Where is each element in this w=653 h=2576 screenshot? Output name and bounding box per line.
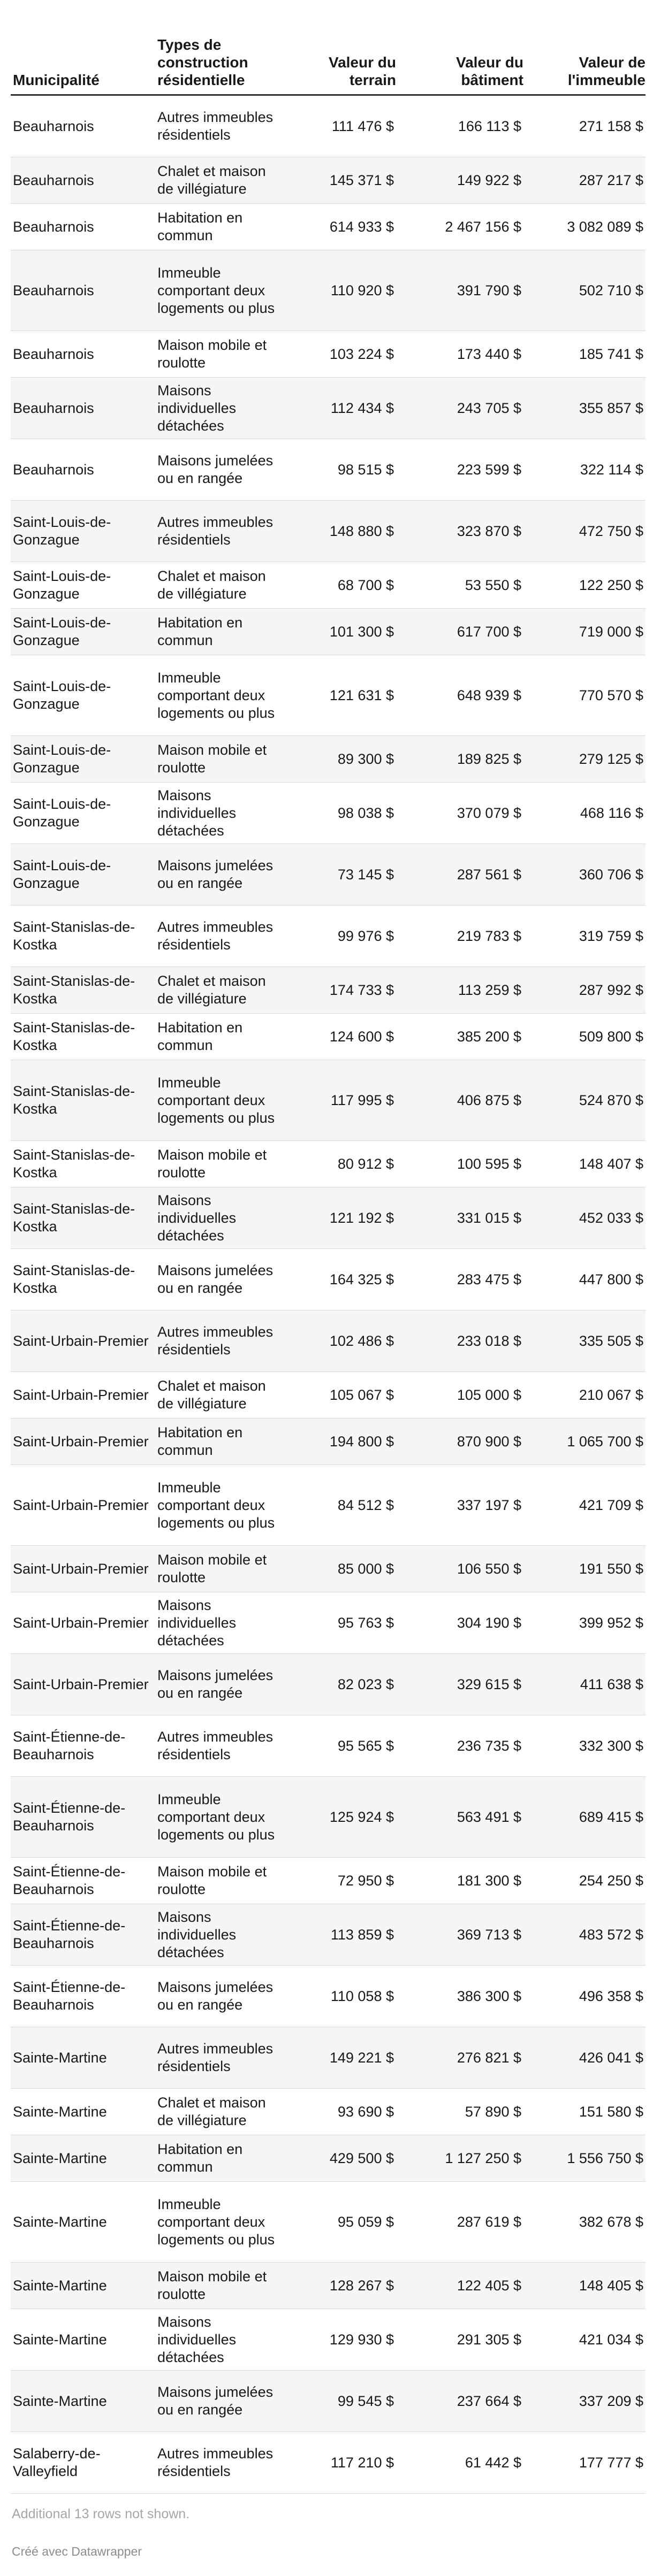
- cell-construction-type: Chalet et maison de villégiature: [157, 1372, 291, 1419]
- cell-municipality: Saint-Étienne-de-Beauharnois: [11, 1715, 157, 1777]
- table-body: [11, 95, 646, 2494]
- table-row: [11, 906, 646, 967]
- cell-building-value: 323 870 $: [396, 501, 523, 562]
- header-building-value[interactable]: Valeur du bâtiment: [396, 0, 523, 95]
- cell-municipality: Beauharnois: [11, 439, 157, 501]
- cell-construction-type: Habitation en commun: [157, 1419, 291, 1465]
- cell-land-value: 121 631 $: [291, 655, 396, 736]
- table-row: [11, 2135, 646, 2182]
- cell-property-value: 322 114 $: [523, 439, 646, 501]
- cell-property-value: 3 082 089 $: [523, 204, 646, 250]
- cell-municipality: Beauharnois: [11, 250, 157, 331]
- cell-property-value: 382 678 $: [523, 2182, 646, 2263]
- table-row: [11, 2432, 646, 2494]
- cell-property-value: 421 709 $: [523, 1465, 646, 1546]
- cell-building-value: 2 467 156 $: [396, 204, 523, 250]
- table-row: [11, 157, 646, 204]
- cell-building-value: 287 561 $: [396, 844, 523, 906]
- cell-land-value: 194 800 $: [291, 1419, 396, 1465]
- cell-construction-type: Maisons jumelées ou en rangée: [157, 844, 291, 906]
- cell-land-value: 68 700 $: [291, 562, 396, 609]
- cell-municipality: Sainte-Martine: [11, 2135, 157, 2182]
- cell-municipality: Saint-Louis-de-Gonzague: [11, 783, 157, 844]
- cell-construction-type: Maison mobile et roulotte: [157, 331, 291, 378]
- table-row: [11, 1715, 646, 1777]
- cell-construction-type: Habitation en commun: [157, 2135, 291, 2182]
- cell-construction-type: Autres immeubles résidentiels: [157, 906, 291, 967]
- cell-building-value: 304 190 $: [396, 1592, 523, 1654]
- table-row: [11, 501, 646, 562]
- cell-construction-type: Chalet et maison de villégiature: [157, 2089, 291, 2135]
- table-row: [11, 967, 646, 1014]
- cell-property-value: 271 158 $: [523, 95, 646, 157]
- table-row: [11, 2182, 646, 2263]
- cell-municipality: Saint-Étienne-de-Beauharnois: [11, 1904, 157, 1966]
- cell-property-value: 399 952 $: [523, 1592, 646, 1654]
- cell-building-value: 166 113 $: [396, 95, 523, 157]
- cell-property-value: 148 405 $: [523, 2263, 646, 2309]
- cell-construction-type: Maisons individuelles détachées: [157, 378, 291, 439]
- cell-building-value: 61 442 $: [396, 2432, 523, 2494]
- cell-property-value: 421 034 $: [523, 2309, 646, 2371]
- header-land-value[interactable]: Valeur du terrain: [291, 0, 396, 95]
- cell-property-value: 524 870 $: [523, 1060, 646, 1141]
- cell-building-value: 287 619 $: [396, 2182, 523, 2263]
- cell-building-value: 406 875 $: [396, 1060, 523, 1141]
- cell-municipality: Saint-Louis-de-Gonzague: [11, 609, 157, 655]
- table-row: [11, 2089, 646, 2135]
- cell-construction-type: Immeuble comportant deux logements ou plus: [157, 1777, 291, 1858]
- cell-building-value: 369 713 $: [396, 1904, 523, 1966]
- cell-land-value: 98 038 $: [291, 783, 396, 844]
- cell-land-value: 113 859 $: [291, 1904, 396, 1966]
- cell-construction-type: Immeuble comportant deux logements ou plus: [157, 2182, 291, 2263]
- cell-municipality: Saint-Urbain-Premier: [11, 1465, 157, 1546]
- cell-property-value: 360 706 $: [523, 844, 646, 906]
- cell-land-value: 614 933 $: [291, 204, 396, 250]
- cell-municipality: Saint-Étienne-de-Beauharnois: [11, 1858, 157, 1904]
- cell-land-value: 93 690 $: [291, 2089, 396, 2135]
- cell-property-value: 426 041 $: [523, 2027, 646, 2089]
- cell-municipality: Sainte-Martine: [11, 2371, 157, 2432]
- table-row: [11, 1777, 646, 1858]
- cell-municipality: Saint-Louis-de-Gonzague: [11, 844, 157, 906]
- cell-municipality: Sainte-Martine: [11, 2309, 157, 2371]
- cell-municipality: Saint-Louis-de-Gonzague: [11, 655, 157, 736]
- cell-building-value: 149 922 $: [396, 157, 523, 204]
- table-row: [11, 1187, 646, 1249]
- cell-construction-type: Autres immeubles résidentiels: [157, 95, 291, 157]
- table-row: [11, 1465, 646, 1546]
- cell-land-value: 129 930 $: [291, 2309, 396, 2371]
- cell-property-value: 319 759 $: [523, 906, 646, 967]
- cell-property-value: 185 741 $: [523, 331, 646, 378]
- cell-municipality: Saint-Stanislas-de-Kostka: [11, 1014, 157, 1060]
- cell-construction-type: Maisons individuelles détachées: [157, 1187, 291, 1249]
- table-row: [11, 562, 646, 609]
- cell-land-value: 101 300 $: [291, 609, 396, 655]
- cell-construction-type: Habitation en commun: [157, 204, 291, 250]
- cell-property-value: 177 777 $: [523, 2432, 646, 2494]
- cell-construction-type: Maisons jumelées ou en rangée: [157, 2371, 291, 2432]
- cell-construction-type: Immeuble comportant deux logements ou plus: [157, 655, 291, 736]
- cell-land-value: 145 371 $: [291, 157, 396, 204]
- cell-property-value: 719 000 $: [523, 609, 646, 655]
- cell-property-value: 332 300 $: [523, 1715, 646, 1777]
- table-row: [11, 378, 646, 439]
- cell-land-value: 128 267 $: [291, 2263, 396, 2309]
- cell-property-value: 355 857 $: [523, 378, 646, 439]
- cell-property-value: 287 217 $: [523, 157, 646, 204]
- cell-property-value: 770 570 $: [523, 655, 646, 736]
- cell-municipality: Beauharnois: [11, 157, 157, 204]
- cell-building-value: 113 259 $: [396, 967, 523, 1014]
- cell-property-value: 210 067 $: [523, 1372, 646, 1419]
- cell-construction-type: Chalet et maison de villégiature: [157, 157, 291, 204]
- cell-land-value: 102 486 $: [291, 1310, 396, 1372]
- table-row: [11, 1592, 646, 1654]
- cell-building-value: 291 305 $: [396, 2309, 523, 2371]
- cell-building-value: 617 700 $: [396, 609, 523, 655]
- cell-building-value: 223 599 $: [396, 439, 523, 501]
- cell-municipality: Saint-Stanislas-de-Kostka: [11, 1141, 157, 1187]
- cell-building-value: 100 595 $: [396, 1141, 523, 1187]
- table-row: [11, 204, 646, 250]
- cell-building-value: 181 300 $: [396, 1858, 523, 1904]
- cell-construction-type: Autres immeubles résidentiels: [157, 2027, 291, 2089]
- cell-municipality: Saint-Stanislas-de-Kostka: [11, 967, 157, 1014]
- cell-building-value: 173 440 $: [396, 331, 523, 378]
- table-row: [11, 655, 646, 736]
- cell-land-value: 95 763 $: [291, 1592, 396, 1654]
- cell-land-value: 148 880 $: [291, 501, 396, 562]
- cell-land-value: 95 565 $: [291, 1715, 396, 1777]
- cell-municipality: Saint-Louis-de-Gonzague: [11, 736, 157, 783]
- cell-property-value: 287 992 $: [523, 967, 646, 1014]
- header-property-value[interactable]: Valeur de l'immeuble: [523, 0, 646, 95]
- cell-construction-type: Maisons individuelles détachées: [157, 1904, 291, 1966]
- cell-property-value: 411 638 $: [523, 1654, 646, 1715]
- cell-construction-type: Immeuble comportant deux logements ou plus: [157, 1465, 291, 1546]
- cell-construction-type: Maisons individuelles détachées: [157, 783, 291, 844]
- cell-building-value: 370 079 $: [396, 783, 523, 844]
- table-row: [11, 1249, 646, 1310]
- table-row: [11, 609, 646, 655]
- table-row: [11, 1310, 646, 1372]
- cell-land-value: 105 067 $: [291, 1372, 396, 1419]
- table-row: [11, 783, 646, 844]
- cell-building-value: 219 783 $: [396, 906, 523, 967]
- cell-building-value: 870 900 $: [396, 1419, 523, 1465]
- cell-municipality: Saint-Stanislas-de-Kostka: [11, 1249, 157, 1310]
- cell-property-value: 151 580 $: [523, 2089, 646, 2135]
- cell-land-value: 174 733 $: [291, 967, 396, 1014]
- cell-municipality: Sainte-Martine: [11, 2263, 157, 2309]
- table-row: [11, 331, 646, 378]
- cell-municipality: Saint-Urbain-Premier: [11, 1654, 157, 1715]
- cell-land-value: 111 476 $: [291, 95, 396, 157]
- cell-property-value: 689 415 $: [523, 1777, 646, 1858]
- cell-construction-type: Maisons jumelées ou en rangée: [157, 1654, 291, 1715]
- cell-construction-type: Autres immeubles résidentiels: [157, 501, 291, 562]
- cell-land-value: 112 434 $: [291, 378, 396, 439]
- cell-land-value: 84 512 $: [291, 1465, 396, 1546]
- cell-land-value: 164 325 $: [291, 1249, 396, 1310]
- cell-municipality: Saint-Urbain-Premier: [11, 1372, 157, 1419]
- cell-property-value: 337 209 $: [523, 2371, 646, 2432]
- cell-municipality: Beauharnois: [11, 378, 157, 439]
- cell-construction-type: Habitation en commun: [157, 1014, 291, 1060]
- cell-construction-type: Autres immeubles résidentiels: [157, 2432, 291, 2494]
- cell-land-value: 110 920 $: [291, 250, 396, 331]
- cell-land-value: 149 221 $: [291, 2027, 396, 2089]
- cell-construction-type: Maisons jumelées ou en rangée: [157, 439, 291, 501]
- cell-property-value: 447 800 $: [523, 1249, 646, 1310]
- cell-land-value: 110 058 $: [291, 1966, 396, 2027]
- cell-building-value: 105 000 $: [396, 1372, 523, 1419]
- table-row: [11, 250, 646, 331]
- cell-building-value: 391 790 $: [396, 250, 523, 331]
- table-row: [11, 1904, 646, 1966]
- table-row: [11, 2371, 646, 2432]
- cell-land-value: 124 600 $: [291, 1014, 396, 1060]
- table-row: [11, 1060, 646, 1141]
- cell-building-value: 106 550 $: [396, 1546, 523, 1592]
- rows-not-shown-note: Additional 13 rows not shown.: [12, 2506, 190, 2521]
- cell-property-value: 472 750 $: [523, 501, 646, 562]
- cell-municipality: Saint-Étienne-de-Beauharnois: [11, 1777, 157, 1858]
- cell-municipality: Saint-Urbain-Premier: [11, 1592, 157, 1654]
- cell-municipality: Saint-Urbain-Premier: [11, 1310, 157, 1372]
- cell-property-value: 483 572 $: [523, 1904, 646, 1966]
- cell-municipality: Saint-Urbain-Premier: [11, 1546, 157, 1592]
- cell-building-value: 1 127 250 $: [396, 2135, 523, 2182]
- table-row: [11, 2309, 646, 2371]
- datawrapper-credit[interactable]: Créé avec Datawrapper: [12, 2544, 142, 2558]
- cell-building-value: 337 197 $: [396, 1465, 523, 1546]
- cell-land-value: 117 210 $: [291, 2432, 396, 2494]
- cell-building-value: 237 664 $: [396, 2371, 523, 2432]
- cell-land-value: 95 059 $: [291, 2182, 396, 2263]
- cell-construction-type: Maisons jumelées ou en rangée: [157, 1966, 291, 2027]
- cell-municipality: Saint-Louis-de-Gonzague: [11, 501, 157, 562]
- table-row: [11, 736, 646, 783]
- cell-municipality: Saint-Étienne-de-Beauharnois: [11, 1966, 157, 2027]
- cell-property-value: 468 116 $: [523, 783, 646, 844]
- cell-construction-type: Maisons individuelles détachées: [157, 2309, 291, 2371]
- cell-building-value: 236 735 $: [396, 1715, 523, 1777]
- cell-municipality: Saint-Urbain-Premier: [11, 1419, 157, 1465]
- cell-construction-type: Chalet et maison de villégiature: [157, 967, 291, 1014]
- cell-property-value: 1 556 750 $: [523, 2135, 646, 2182]
- cell-land-value: 80 912 $: [291, 1141, 396, 1187]
- cell-construction-type: Autres immeubles résidentiels: [157, 1310, 291, 1372]
- cell-building-value: 243 705 $: [396, 378, 523, 439]
- cell-construction-type: Maison mobile et roulotte: [157, 2263, 291, 2309]
- table-row: [11, 1141, 646, 1187]
- cell-building-value: 386 300 $: [396, 1966, 523, 2027]
- data-table: [11, 0, 646, 2494]
- cell-municipality: Sainte-Martine: [11, 2089, 157, 2135]
- cell-municipality: Sainte-Martine: [11, 2182, 157, 2263]
- cell-property-value: 502 710 $: [523, 250, 646, 331]
- cell-municipality: Salaberry-de-Valleyfield: [11, 2432, 157, 2494]
- cell-land-value: 99 976 $: [291, 906, 396, 967]
- cell-land-value: 103 224 $: [291, 331, 396, 378]
- cell-municipality: Sainte-Martine: [11, 2027, 157, 2089]
- cell-building-value: 329 615 $: [396, 1654, 523, 1715]
- table-row: [11, 2263, 646, 2309]
- cell-construction-type: Maison mobile et roulotte: [157, 736, 291, 783]
- header-construction-type[interactable]: Types de construction résidentielle: [157, 0, 291, 95]
- cell-land-value: 73 145 $: [291, 844, 396, 906]
- cell-land-value: 117 995 $: [291, 1060, 396, 1141]
- cell-property-value: 148 407 $: [523, 1141, 646, 1187]
- cell-property-value: 496 358 $: [523, 1966, 646, 2027]
- cell-construction-type: Maison mobile et roulotte: [157, 1858, 291, 1904]
- table-row: [11, 1546, 646, 1592]
- cell-land-value: 82 023 $: [291, 1654, 396, 1715]
- cell-building-value: 563 491 $: [396, 1777, 523, 1858]
- cell-property-value: 254 250 $: [523, 1858, 646, 1904]
- cell-property-value: 509 800 $: [523, 1014, 646, 1060]
- cell-building-value: 385 200 $: [396, 1014, 523, 1060]
- cell-property-value: 452 033 $: [523, 1187, 646, 1249]
- cell-construction-type: Immeuble comportant deux logements ou plus: [157, 250, 291, 331]
- table-row: [11, 1966, 646, 2027]
- cell-building-value: 122 405 $: [396, 2263, 523, 2309]
- cell-municipality: Beauharnois: [11, 204, 157, 250]
- cell-municipality: Saint-Stanislas-de-Kostka: [11, 1060, 157, 1141]
- table-row: [11, 1654, 646, 1715]
- cell-property-value: 279 125 $: [523, 736, 646, 783]
- cell-construction-type: Maisons jumelées ou en rangée: [157, 1249, 291, 1310]
- cell-building-value: 331 015 $: [396, 1187, 523, 1249]
- cell-construction-type: Habitation en commun: [157, 609, 291, 655]
- table-row: [11, 439, 646, 501]
- table-row: [11, 1014, 646, 1060]
- table-row: [11, 844, 646, 906]
- table-row: [11, 1372, 646, 1419]
- cell-building-value: 283 475 $: [396, 1249, 523, 1310]
- cell-construction-type: Maison mobile et roulotte: [157, 1546, 291, 1592]
- cell-land-value: 429 500 $: [291, 2135, 396, 2182]
- cell-municipality: Saint-Stanislas-de-Kostka: [11, 1187, 157, 1249]
- cell-building-value: 648 939 $: [396, 655, 523, 736]
- cell-construction-type: Maison mobile et roulotte: [157, 1141, 291, 1187]
- cell-building-value: 233 018 $: [396, 1310, 523, 1372]
- cell-construction-type: Maisons individuelles détachées: [157, 1592, 291, 1654]
- header-municipality[interactable]: Municipalité: [11, 0, 157, 95]
- cell-land-value: 99 545 $: [291, 2371, 396, 2432]
- cell-municipality: Saint-Louis-de-Gonzague: [11, 562, 157, 609]
- cell-land-value: 121 192 $: [291, 1187, 396, 1249]
- cell-land-value: 72 950 $: [291, 1858, 396, 1904]
- cell-building-value: 189 825 $: [396, 736, 523, 783]
- cell-municipality: Beauharnois: [11, 95, 157, 157]
- cell-property-value: 335 505 $: [523, 1310, 646, 1372]
- cell-construction-type: Immeuble comportant deux logements ou plus: [157, 1060, 291, 1141]
- cell-property-value: 122 250 $: [523, 562, 646, 609]
- cell-construction-type: Chalet et maison de villégiature: [157, 562, 291, 609]
- table-row: [11, 1419, 646, 1465]
- cell-municipality: Beauharnois: [11, 331, 157, 378]
- cell-construction-type: Autres immeubles résidentiels: [157, 1715, 291, 1777]
- cell-property-value: 191 550 $: [523, 1546, 646, 1592]
- table-row: [11, 1858, 646, 1904]
- table-header: [11, 0, 646, 95]
- cell-land-value: 125 924 $: [291, 1777, 396, 1858]
- cell-building-value: 53 550 $: [396, 562, 523, 609]
- cell-land-value: 98 515 $: [291, 439, 396, 501]
- header-row: [11, 0, 646, 95]
- table-row: [11, 2027, 646, 2089]
- cell-property-value: 1 065 700 $: [523, 1419, 646, 1465]
- cell-building-value: 57 890 $: [396, 2089, 523, 2135]
- table-row: [11, 95, 646, 157]
- cell-land-value: 85 000 $: [291, 1546, 396, 1592]
- cell-building-value: 276 821 $: [396, 2027, 523, 2089]
- cell-land-value: 89 300 $: [291, 736, 396, 783]
- cell-municipality: Saint-Stanislas-de-Kostka: [11, 906, 157, 967]
